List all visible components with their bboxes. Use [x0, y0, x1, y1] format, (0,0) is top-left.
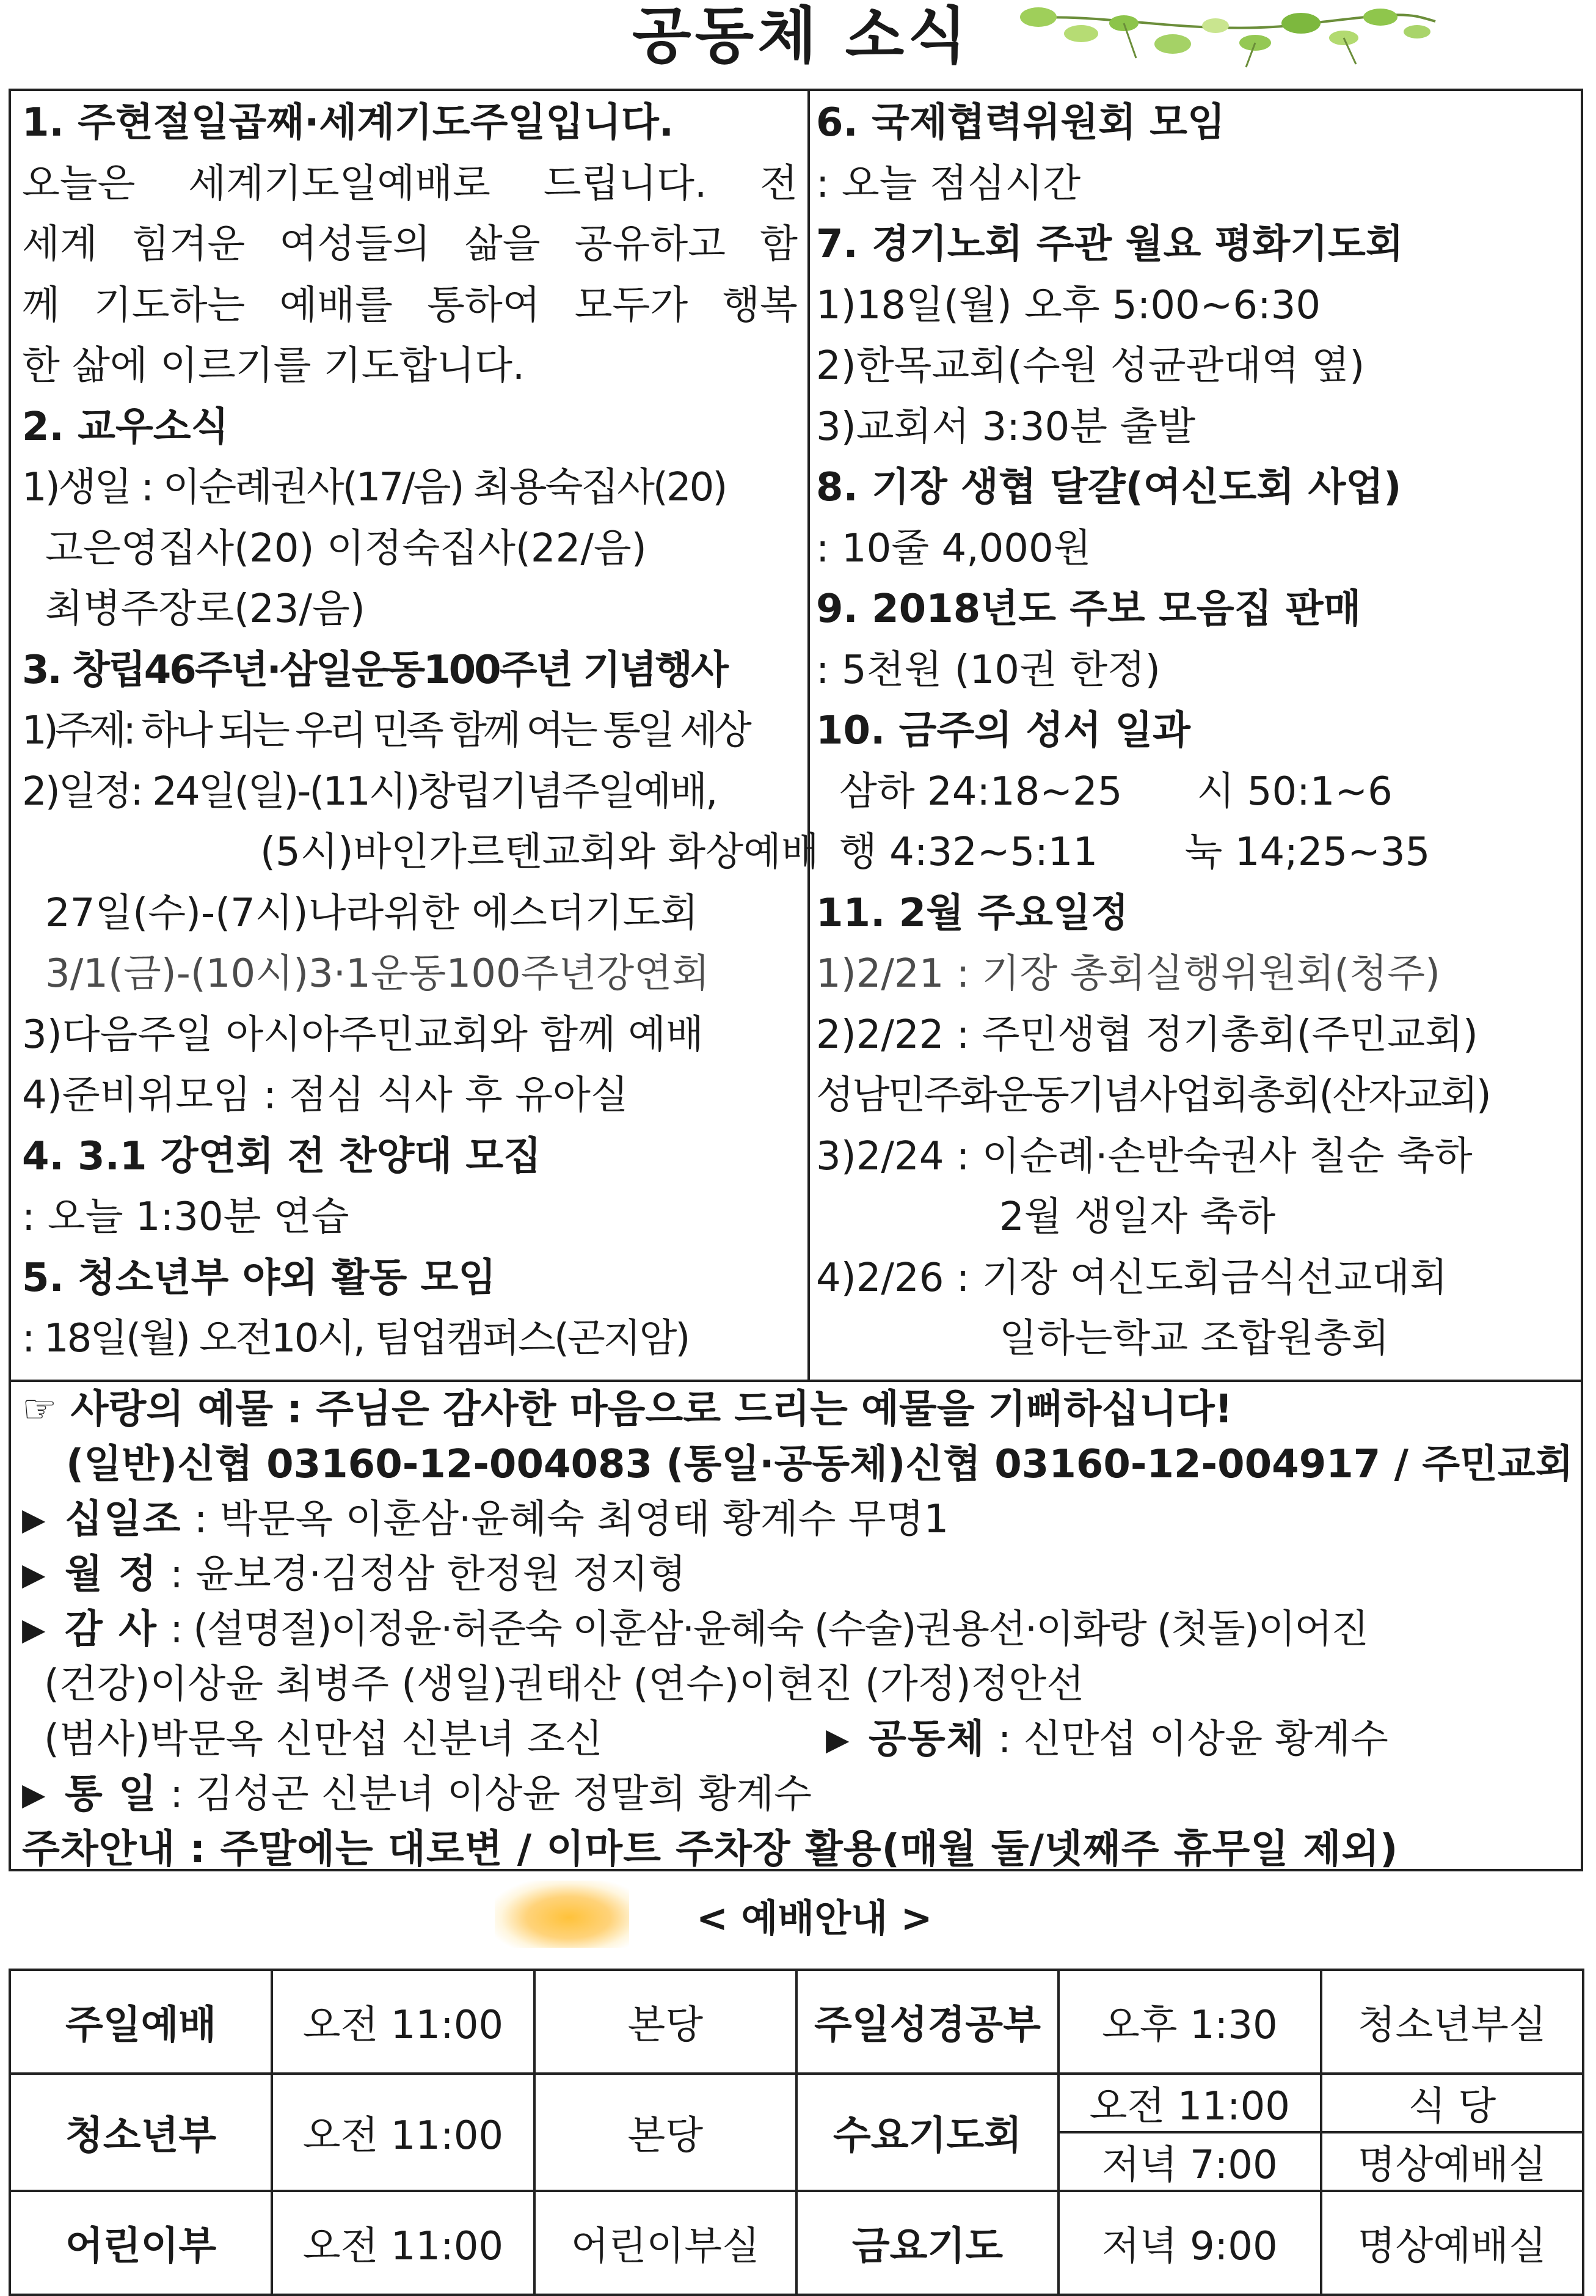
news-item-9-body: : 5천원 (10권 한정) [816, 647, 1161, 693]
service-place: 본당 [534, 1970, 796, 2074]
tithe-names: : 박문옥 이훈삼·윤혜숙 최영태 황계수 무명1 [194, 1497, 949, 1542]
offering-monthly [22, 1547, 1573, 1602]
news-item-2-heading: 2. 교우소식 [22, 404, 229, 450]
offering-thanks-community [22, 1712, 1573, 1767]
news-item-7-body: 3)교회서 3:30분 출발 [816, 404, 1196, 450]
news-item-10-body: 행 4:32~5:11 눅 14;25~35 [839, 830, 1430, 875]
worship-schedule-table [9, 1969, 1584, 2296]
monthly-names: : 윤보경·김정삼 한정원 정지형 [170, 1552, 687, 1597]
news-item-4-heading: 4. 3.1 강연회 전 찬양대 모집 [22, 1133, 542, 1179]
service-time: 오전 11:00 [1059, 2074, 1321, 2132]
community-label: 공동체 [869, 1717, 986, 1762]
news-item-3-body: 2)일정: 24일(일)-(11시)창립기념주일예배, [22, 769, 716, 814]
right-column [816, 93, 1573, 1370]
offering-unity [22, 1767, 1573, 1822]
service-name: 주일예배 [10, 1970, 272, 2074]
news-item-11-heading: 11. 2월 주요일정 [816, 890, 1129, 936]
triangle-bullet-icon: ▶ [22, 1557, 46, 1592]
news-item-5-heading: 5. 청소년부 야외 활동 모임 [22, 1255, 497, 1301]
column-divider [807, 89, 810, 1381]
news-item-1-body: 께 기도하는 예배를 통하여 모두가 행복 [22, 282, 798, 328]
service-time: 저녁 7:00 [1059, 2132, 1321, 2191]
service-place: 명상예배실 [1321, 2132, 1583, 2191]
unity-names: : 김성곤 신분녀 이상윤 정말희 황계수 [170, 1772, 812, 1817]
table-row [10, 1970, 1583, 2074]
service-name: 어린이부 [10, 2191, 272, 2295]
news-item-7-heading: 7. 경기노회 주관 월요 평화기도회 [816, 222, 1404, 267]
news-item-10-heading: 10. 금주의 성서 일과 [816, 708, 1190, 753]
triangle-bullet-icon: ▶ [22, 1612, 46, 1647]
news-item-2-body: 고은영집사(20) 이정숙집사(22/음) [45, 525, 647, 571]
offering-section [22, 1382, 1573, 1877]
news-item-1-body: 세계 힘겨운 여성들의 삶을 공유하고 함 [22, 222, 798, 267]
news-item-7-body: 2)한목교회(수원 성균관대역 옆) [816, 343, 1365, 389]
news-item-3-body: 27일(수)-(7시)나라위한 에스더기도회 [45, 890, 699, 936]
triangle-bullet-icon: ▶ [826, 1722, 850, 1757]
monthly-label: 월 정 [65, 1552, 158, 1597]
news-item-2-body: 최병주장로(23/음) [45, 587, 365, 632]
news-item-3-heading: 3. 창립46주년·삼일운동100주년 기념행사 [22, 647, 727, 693]
tithe-label: 십일조 [65, 1497, 182, 1542]
service-name: 금요기도 [796, 2191, 1059, 2295]
service-name: 주일성경공부 [796, 1970, 1059, 2074]
news-item-6-body: : 오늘 점심시간 [816, 161, 1081, 207]
news-item-1-body: 오늘은 세계기도일예배로 드립니다. 전 [22, 161, 798, 207]
news-item-6-heading: 6. 국제협력위원회 모임 [816, 100, 1225, 145]
news-item-11-body: 1)2/21 : 기장 총회실행위원회(청주) [816, 951, 1441, 996]
offering-tithe [22, 1492, 1573, 1547]
service-place: 식 당 [1321, 2074, 1583, 2132]
service-place: 청소년부실 [1321, 1970, 1583, 2074]
news-item-11-body: 3)2/24 : 이순례·손반숙권사 칠순 축하 [816, 1133, 1473, 1179]
vine-leaves-icon [1014, 0, 1441, 73]
news-item-8-heading: 8. 기장 생협 달걀(여신도회 사업) [816, 465, 1402, 510]
service-time: 오전 11:00 [272, 2191, 534, 2295]
news-item-7-body: 1)18일(월) 오후 5:00~6:30 [816, 282, 1321, 328]
worship-guide-title: < 예배안내 > [696, 1896, 933, 1940]
header [0, 0, 1596, 79]
news-item-3-body: 3/1(금)-(10시)3·1운동100주년강연회 [45, 951, 710, 996]
left-column [22, 93, 819, 1370]
community-names: : 신만섭 이상윤 황계수 [997, 1717, 1388, 1762]
offering-accounts: (일반)신협 03160-12-004083 (통일·공동체)신협 03160-12-004917 / 주민교회 [66, 1442, 1573, 1487]
news-item-10-body: 삼하 24:18~25 시 50:1~6 [839, 769, 1393, 814]
thanks-names-cont: (범사)박문옥 신만섭 신분녀 조신 [44, 1717, 603, 1762]
triangle-bullet-icon: ▶ [22, 1777, 46, 1812]
service-name: 청소년부 [10, 2074, 272, 2191]
triangle-bullet-icon: ▶ [22, 1502, 46, 1537]
news-item-11-body: 2)2/22 : 주민생협 정기총회(주민교회) [816, 1012, 1478, 1058]
news-item-1-heading: 1. 주현절일곱째·세계기도주일입니다. [22, 100, 674, 145]
table-row [10, 2074, 1583, 2132]
service-time: 오후 1:30 [1059, 1970, 1321, 2074]
news-item-5-body: : 18일(월) 오전10시, 팀업캠퍼스(곤지암) [22, 1316, 689, 1361]
news-item-9-heading: 9. 2018년도 주보 모음집 판매 [816, 587, 1361, 632]
news-item-3-body: 1)주제: 하나 되는 우리 민족 함께 여는 통일 세상 [22, 708, 748, 753]
news-item-11-body: 4)2/26 : 기장 여신도회금식선교대회 [816, 1255, 1448, 1301]
thanks-names-cont: (건강)이상윤 최병주 (생일)권태산 (연수)이현진 (가정)정안선 [44, 1662, 1085, 1707]
table-row [10, 2191, 1583, 2295]
parking-info: 주차안내 : 주말에는 대로변 / 이마트 주차장 활용(매월 둘/넷째주 휴무일 제외) [22, 1827, 1399, 1872]
news-item-11-body: 성남민주화운동기념사업회총회(산자교회) [816, 1073, 1490, 1118]
worship-guide-heading [495, 1881, 933, 1948]
service-place: 명상예배실 [1321, 2191, 1583, 2295]
service-place: 어린이부실 [534, 2191, 796, 2295]
offering-thanks [22, 1602, 1573, 1657]
news-item-11-body: 일하는학교 조합원총회 [999, 1316, 1390, 1361]
news-item-4-body: : 오늘 1:30분 연습 [22, 1194, 349, 1240]
news-item-1-body: 한 삶에 이르기를 기도합니다. [22, 343, 525, 389]
offering-heading: ☞ 사랑의 예물 : 주님은 감사한 마음으로 드리는 예물을 기뻐하십니다! [22, 1387, 1233, 1432]
service-name: 수요기도회 [796, 2074, 1059, 2191]
service-time: 오전 11:00 [272, 2074, 534, 2191]
service-place: 본당 [534, 2074, 796, 2191]
news-item-3-body: 3)다음주일 아시아주민교회와 함께 예배 [22, 1012, 704, 1058]
news-item-3-body: (5시)바인가르텐교회와 화상예배 [260, 830, 819, 875]
thanks-label: 감 사 [65, 1607, 158, 1652]
page-title: 공동체 소식 [632, 0, 971, 71]
news-item-8-body: : 10줄 4,000원 [816, 525, 1091, 571]
news-item-3-body: 4)준비위모임 : 점심 식사 후 유아실 [22, 1073, 629, 1118]
service-time: 오전 11:00 [272, 1970, 534, 2074]
thanks-names: : (설명절)이정윤·허준숙 이훈삼·윤혜숙 (수술)권용선·이화랑 (첫돌)이어진 [170, 1607, 1368, 1652]
news-item-2-body: 1)생일 : 이순례권사(17/음) 최용숙집사(20) [22, 465, 726, 510]
service-time: 저녁 9:00 [1059, 2191, 1321, 2295]
news-item-11-body: 2월 생일자 축하 [999, 1194, 1276, 1240]
unity-label: 통 일 [65, 1772, 158, 1817]
flower-decoration-icon [495, 1881, 629, 1948]
